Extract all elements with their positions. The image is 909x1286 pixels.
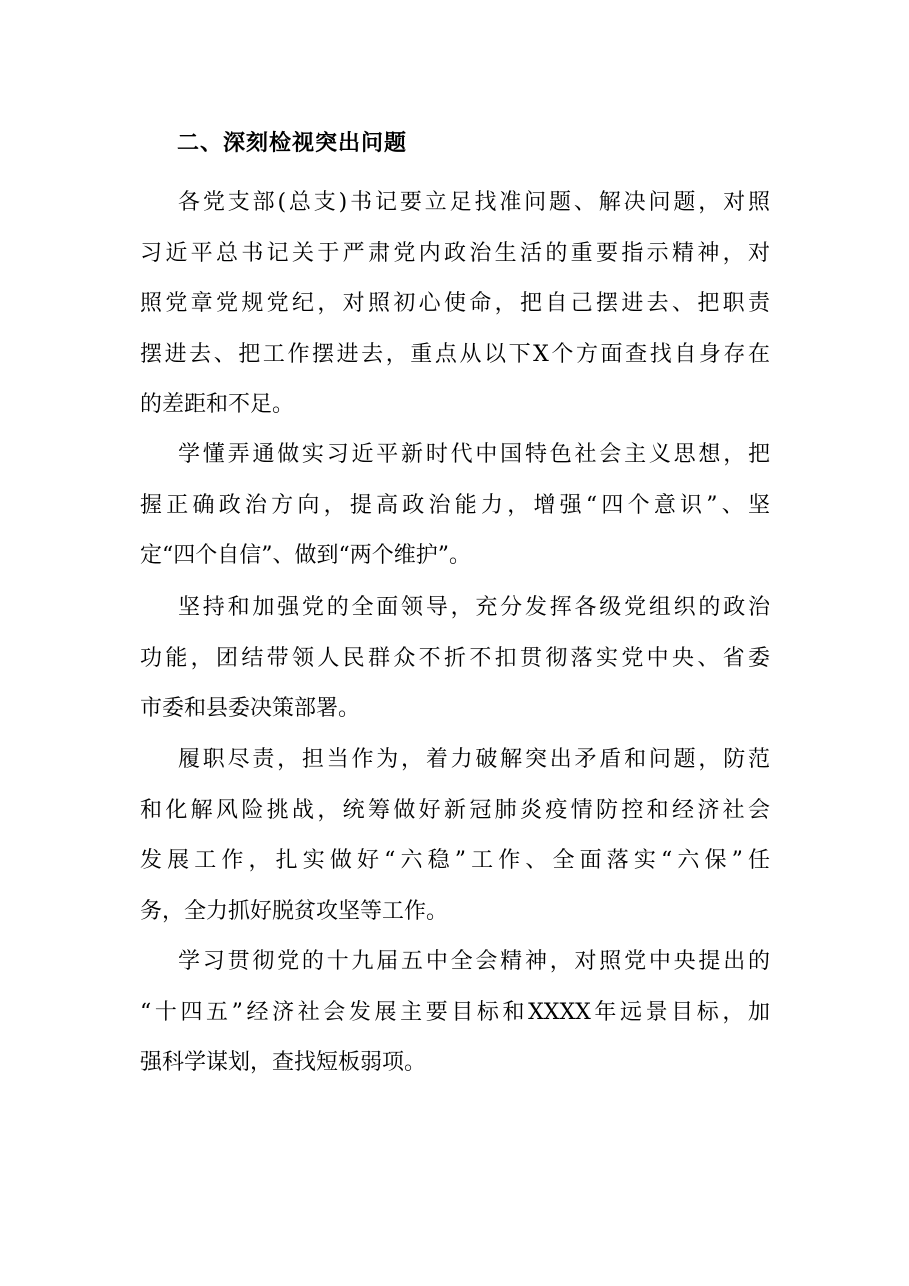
paragraph-line: 履职尽责，担当作为，着力破解突出矛盾和问题，防范 (178, 747, 770, 772)
paragraph-line: 发展工作，扎实做好“六稳”工作、全面落实“六保”任 (140, 848, 770, 873)
paragraph-line: 习近平总书记关于严肃党内政治生活的重要指示精神，对 (140, 240, 770, 266)
paragraph-line: 强科学谋划，查找短板弱项。 (140, 1050, 427, 1075)
paragraph-2 (140, 430, 780, 582)
paragraph-line: 照党章党规党纪，对照初心使命，把自己摆进去、把职责 (140, 291, 770, 316)
paragraph-line: 学习贯彻党的十九届五中全会精神，对照党中央提出的 (178, 949, 770, 974)
paragraph-line: 握正确政治方向，提高政治能力，增强“四个意识”、坚 (140, 492, 770, 518)
paragraph-3 (140, 583, 780, 735)
paragraph-line: 的差距和不足。 (140, 392, 295, 417)
paragraph-line: “十四五”经济社会发展主要目标和XXXX年远景目标，加 (140, 999, 770, 1025)
paragraph-5 (140, 937, 780, 1089)
paragraph-1 (140, 178, 780, 431)
paragraph-line: 坚持和加强党的全面领导，充分发挥各级党组织的政治 (178, 595, 770, 620)
paragraph-line: 学懂弄通做实习近平新时代中国特色社会主义思想，把 (178, 442, 770, 467)
paragraph-line: 摆进去、把工作摆进去，重点从以下X个方面查找自身存在 (140, 341, 770, 367)
paragraph-line: 务，全力抓好脱贫攻坚等工作。 (140, 898, 449, 924)
paragraph-4 (140, 735, 780, 937)
paragraph-line: 定“四个自信”、做到“两个维护”。 (140, 543, 471, 568)
section-heading: 二、深刻检视突出问题 (177, 131, 408, 156)
paragraph-line: 和化解风险挑战，统筹做好新冠肺炎疫情防控和经济社会 (140, 797, 770, 823)
paragraph-line: 各党支部(总支)书记要立足找准问题、解决问题，对照 (178, 190, 770, 215)
paragraph-line: 功能，团结带领人民群众不折不扣贯彻落实党中央、省委 (140, 645, 770, 671)
paragraph-line: 市委和县委决策部署。 (140, 696, 361, 721)
